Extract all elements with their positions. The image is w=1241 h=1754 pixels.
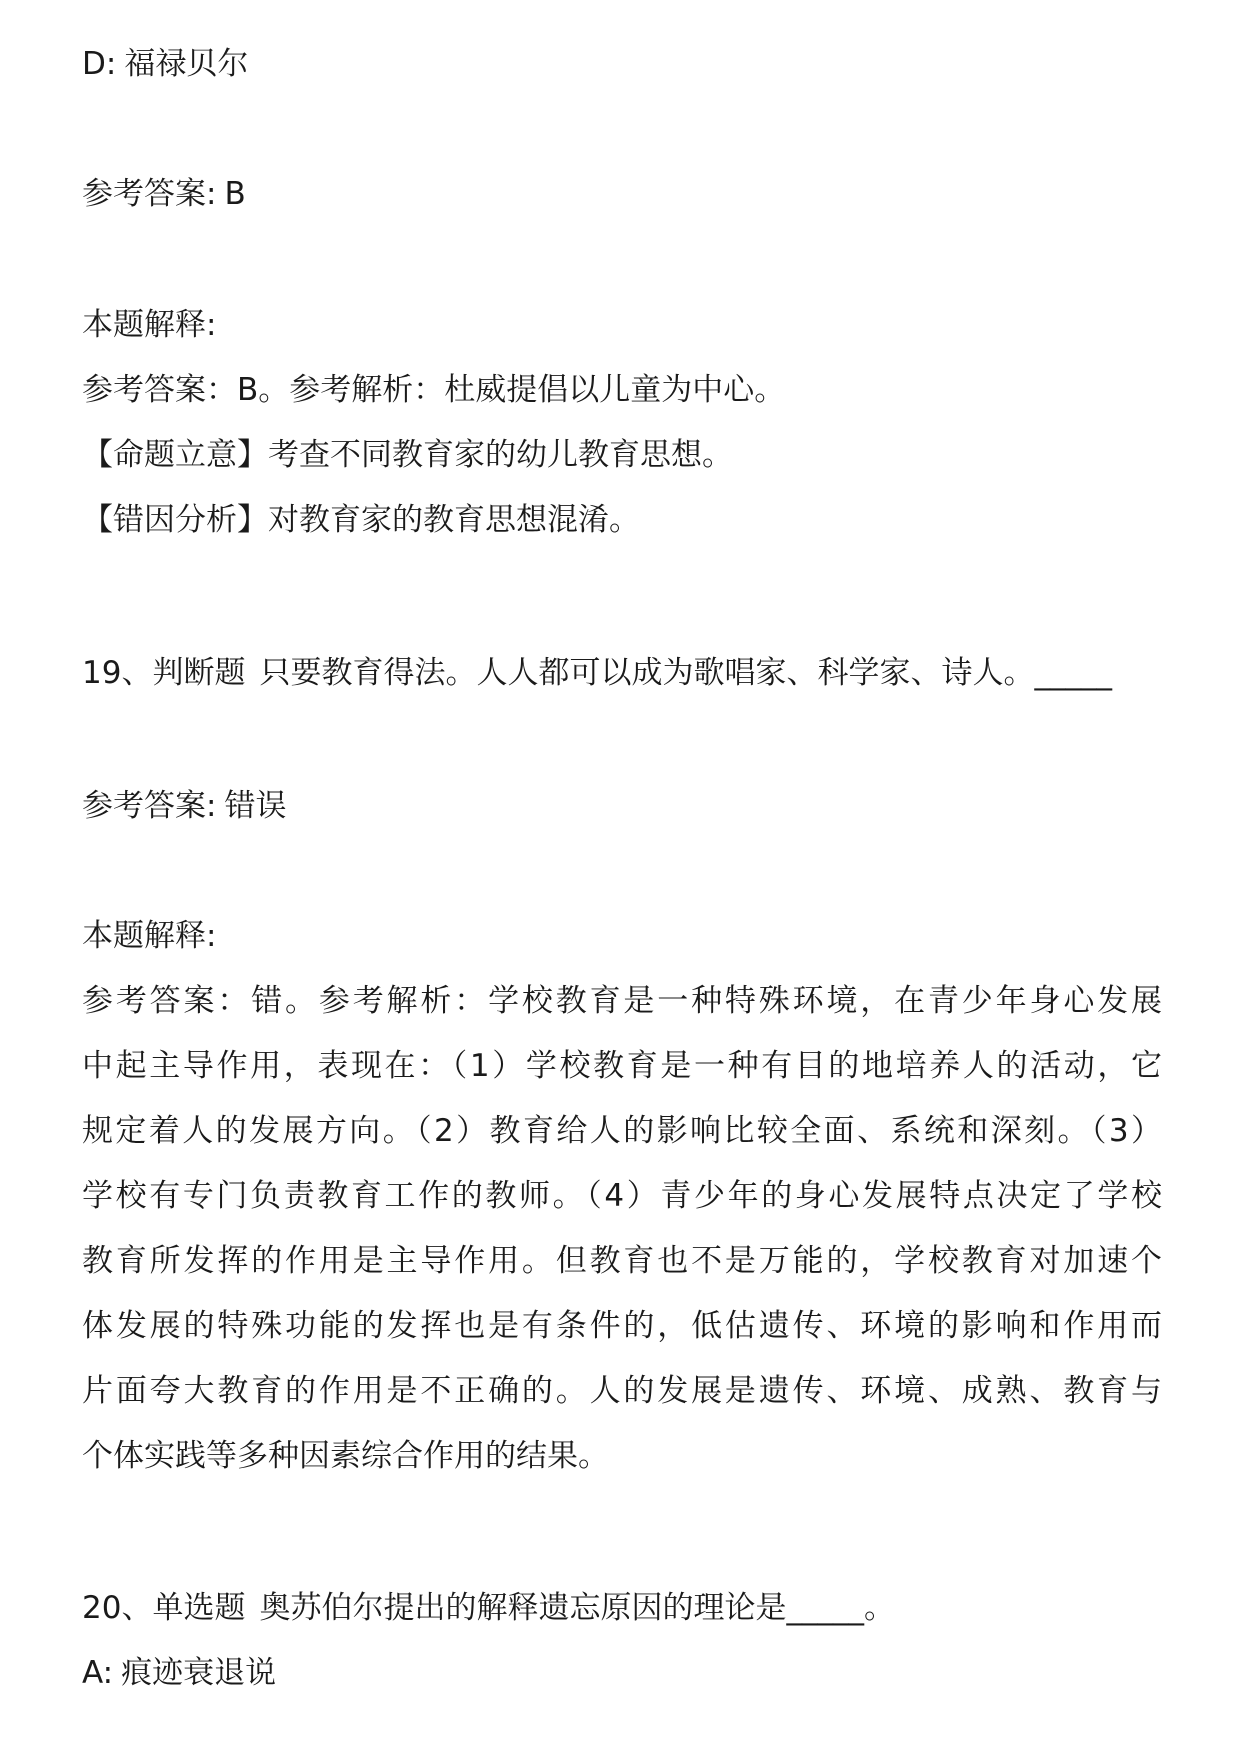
answer-line-q19 — [82, 786, 286, 826]
explanation-line: 体发展的特殊功能的发挥也是有条件的，低估遗传、环境的影响和作用而 — [82, 1308, 1162, 1344]
question-20 — [82, 1588, 895, 1628]
option-letter: D: — [82, 46, 117, 82]
option-text: 痕迹衰退说 — [121, 1655, 277, 1691]
explanation-line: 参考答案：B。参考解析：杜威提倡以儿童为中心。 — [82, 372, 786, 408]
explanation-line: 规定着人的发展方向。（2）教育给人的影响比较全面、系统和深刻。（3） — [82, 1113, 1162, 1149]
answer-line-q18 — [82, 174, 246, 214]
option-d — [82, 44, 248, 84]
explanation-line: 【错因分析】对教育家的教育思想混淆。 — [82, 502, 640, 538]
explanation-line: 个体实践等多种因素综合作用的结果。 — [82, 1438, 609, 1474]
question-stem: 只要教育得法。人人都可以成为歌唱家、科学家、诗人。_____ — [259, 655, 1112, 691]
explanation-line: 教育所发挥的作用是主导作用。但教育也不是万能的，学校教育对加速个 — [82, 1243, 1162, 1279]
question-19 — [82, 653, 1112, 693]
explanation-line: 【命题立意】考查不同教育家的幼儿教育思想。 — [82, 437, 733, 473]
option-letter: A: — [82, 1655, 114, 1691]
explanation-line: 参考答案：错。参考解析：学校教育是一种特殊环境，在青少年身心发展 — [82, 983, 1162, 1019]
explanation-line: 片面夸大教育的作用是不正确的。人的发展是遗传、环境、成熟、教育与 — [82, 1373, 1162, 1409]
option-text: 福禄贝尔 — [124, 46, 249, 82]
explanation-label-q19: 本题解释: — [82, 918, 217, 954]
answer-value: 错误 — [224, 788, 287, 824]
question-stem: 奥苏伯尔提出的解释遗忘原因的理论是_____。 — [259, 1590, 895, 1626]
answer-value: B — [224, 176, 246, 212]
explanation-line: 中起主导作用，表现在：（1）学校教育是一种有目的地培养人的活动，它 — [82, 1048, 1162, 1084]
option-a — [82, 1653, 276, 1693]
explanation-line: 学校有专门负责教育工作的教师。（4）青少年的身心发展特点决定了学校 — [82, 1178, 1162, 1214]
question-number: 20、单选题 — [82, 1590, 246, 1626]
explanation-label-q18: 本题解释: — [82, 307, 217, 343]
answer-label: 参考答案: — [82, 788, 217, 824]
question-number: 19、判断题 — [82, 655, 246, 691]
answer-label: 参考答案: — [82, 176, 217, 212]
